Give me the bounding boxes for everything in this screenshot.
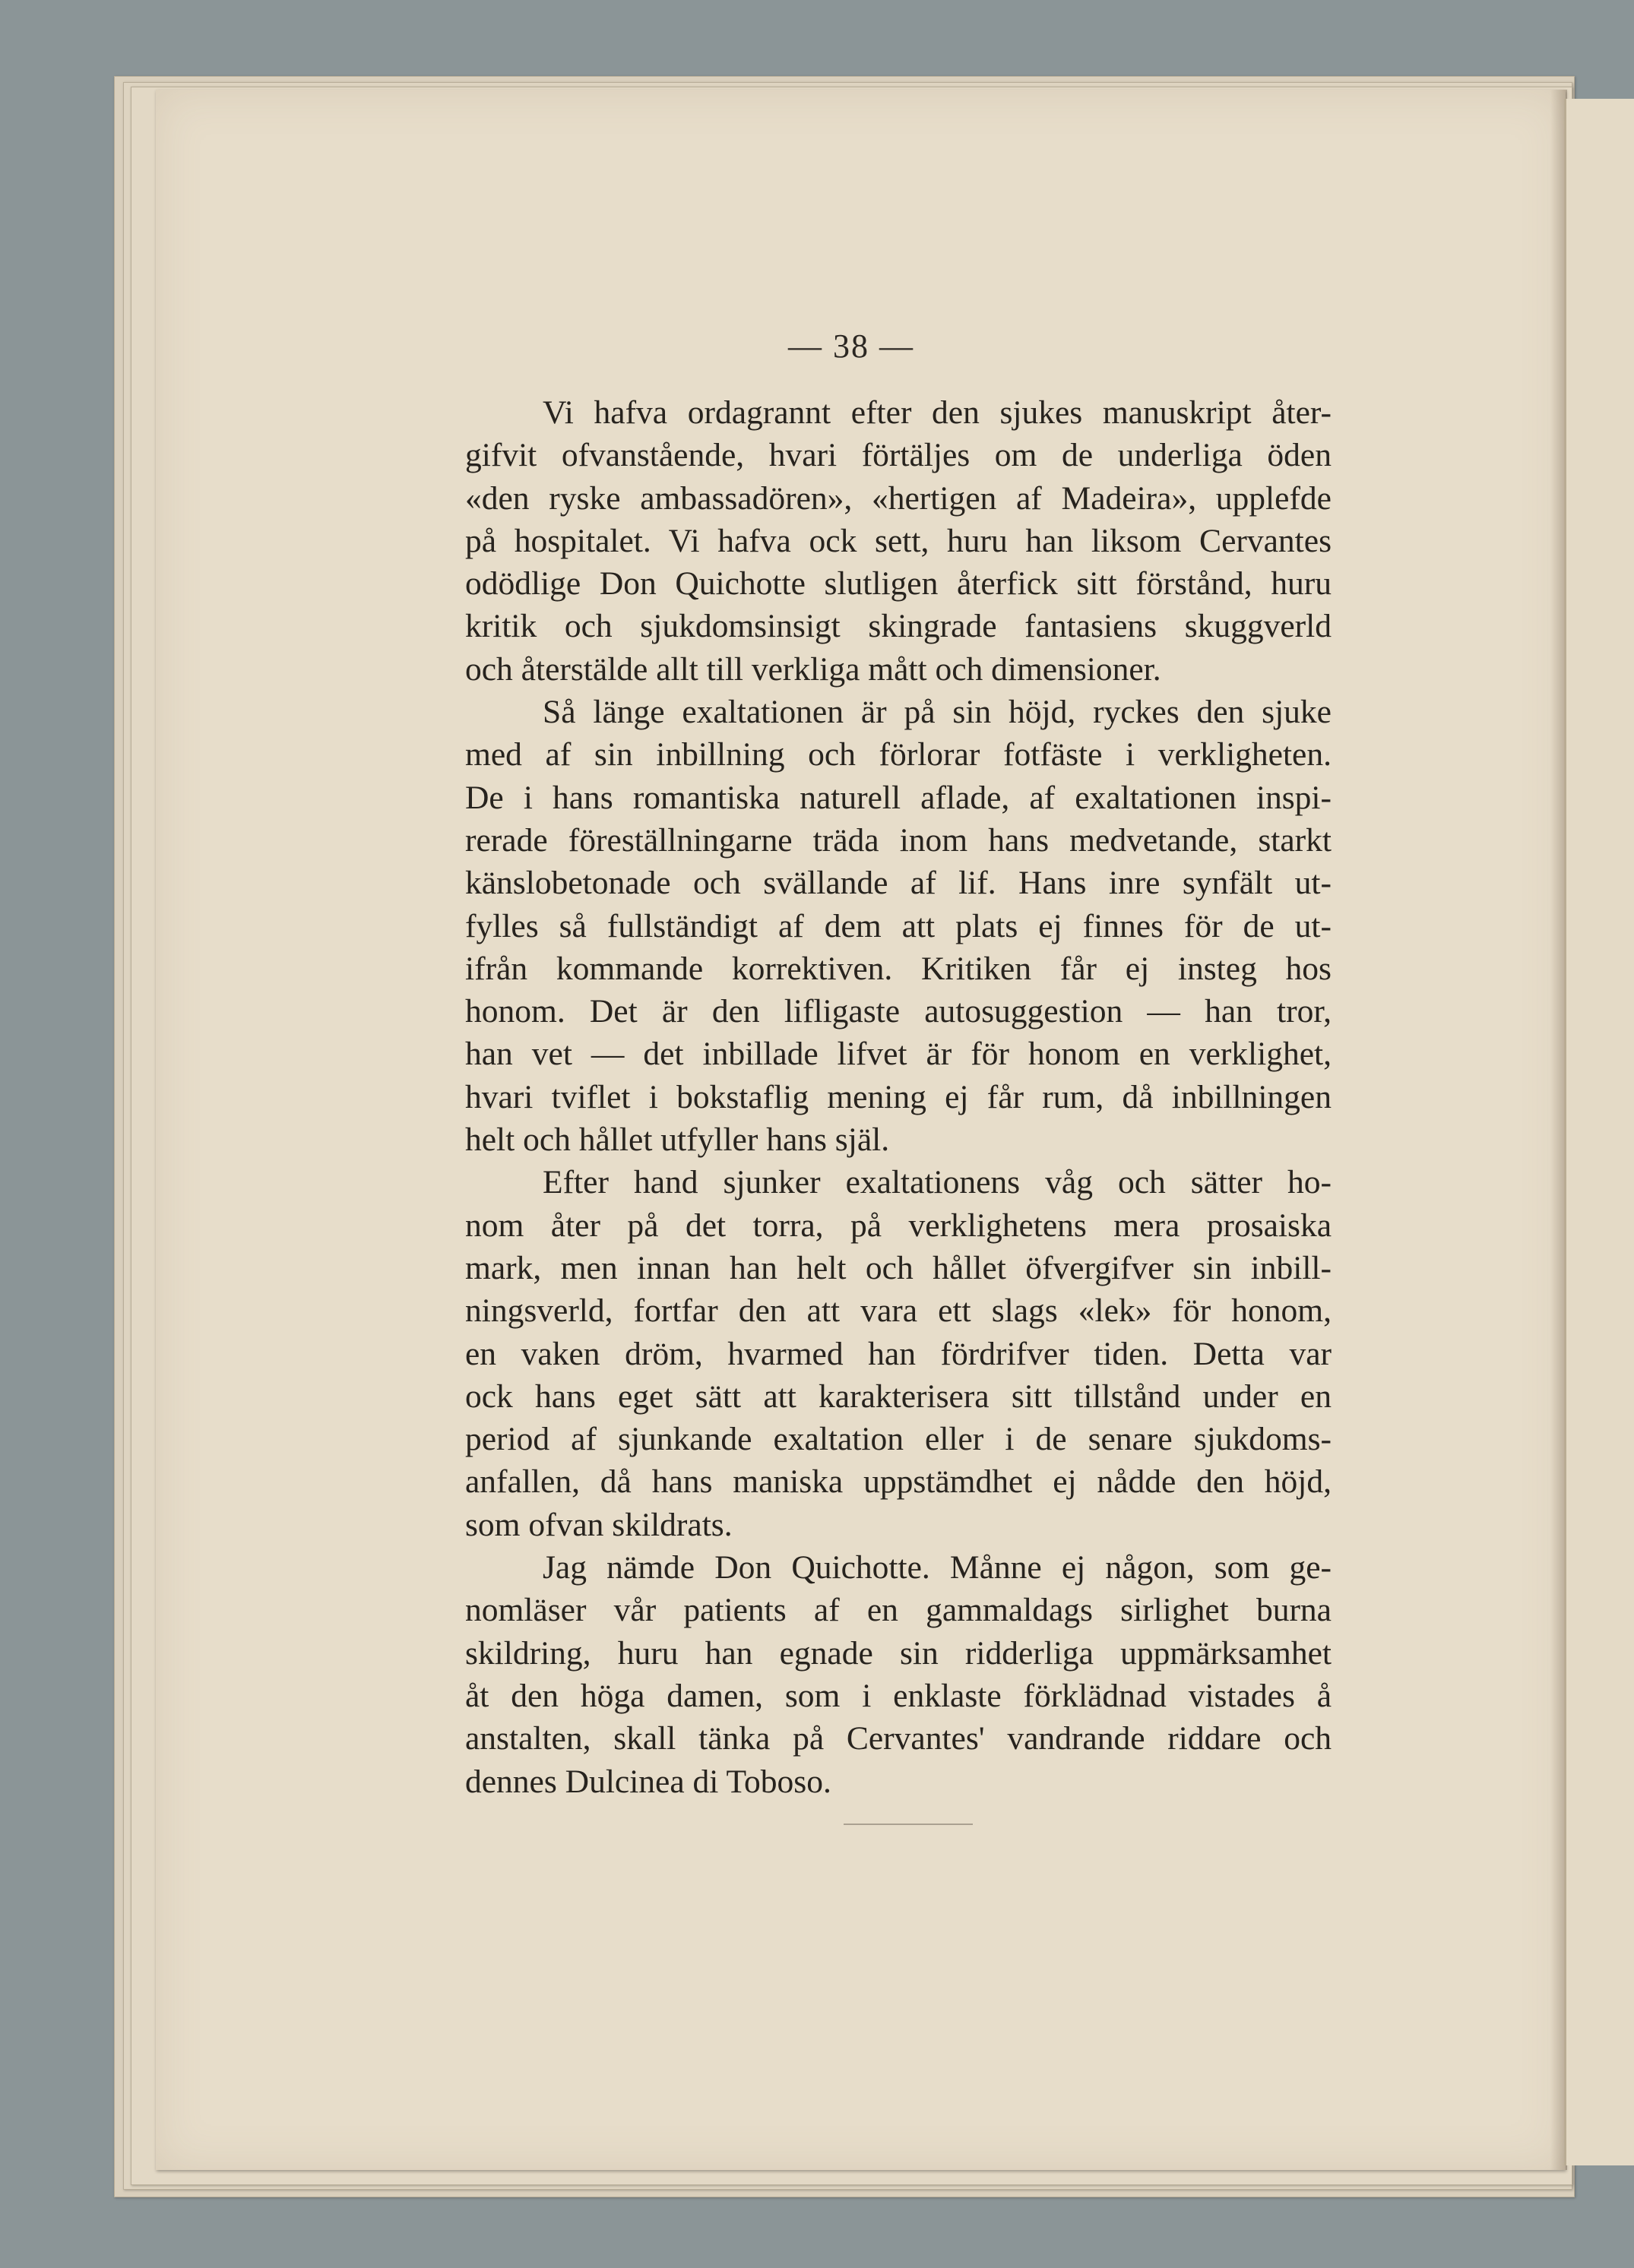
- text-line: en vaken dröm, hvarmed han fördrifver tiden. Detta var: [465, 1335, 1332, 1372]
- text-line: och återstälde allt till verkliga mått och dimensioner.: [465, 650, 1161, 688]
- text-line: helt och hållet utfyller hans själ.: [465, 1121, 890, 1159]
- text-line: Vi hafva ordagrannt efter den sjukes manuskript åter-: [543, 394, 1332, 431]
- text-line: «den ryske ambassadören», «hertigen af Madeira», upplefde: [465, 479, 1332, 517]
- paragraph: [465, 691, 1332, 1161]
- text-line: som ofvan skildrats.: [465, 1506, 733, 1543]
- body-text: [465, 391, 1332, 1803]
- text-line: ningsverld, fortfar den att vara ett slags «lek» för honom,: [465, 1292, 1332, 1330]
- text-line: Efter hand sjunker exaltationens våg och sätter ho-: [543, 1164, 1332, 1201]
- text-line: rerade föreställningarne träda inom hans medvetande, starkt: [465, 821, 1332, 859]
- text-line: dennes Dulcinea di Toboso.: [465, 1763, 831, 1800]
- page-number: — 38 —: [788, 327, 914, 365]
- text-line: Så länge exaltationen är på sin höjd, ryckes den sjuke: [543, 694, 1332, 731]
- text-line: åt den höga damen, som i enklaste förklädnad vistades å: [465, 1677, 1332, 1714]
- text-line: Jag nämde Don Quichotte. Månne ej någon, som ge-: [543, 1549, 1332, 1586]
- text-line: känslobetonade och svällande af lif. Hans inre synfält ut-: [465, 865, 1332, 902]
- text-line: kritik och sjukdomsinsigt skingrade fantasiens skuggverld: [465, 608, 1332, 645]
- text-line: odödlige Don Quichotte slutligen återfick sitt förstånd, huru: [465, 565, 1332, 603]
- text-line: nomläser vår patients af en gammaldags sirlighet burna: [465, 1592, 1332, 1629]
- text-line: han vet — det inbillade lifvet är för honom en verklighet,: [465, 1036, 1332, 1073]
- text-line: ifrån kommande korrektiven. Kritiken får ej insteg hos: [465, 950, 1332, 987]
- text-line: De i hans romantiska naturell aflade, af exaltationen inspi-: [465, 779, 1332, 816]
- text-line: på hospitalet. Vi hafva ock sett, huru han liksom Cervantes: [465, 522, 1332, 559]
- text-line: ock hans eget sätt att karakterisera sitt tillstånd under en: [465, 1378, 1332, 1415]
- text-line: gifvit ofvanstående, hvari förtäljes om de underliga öden: [465, 437, 1332, 474]
- text-line: skildring, huru han egnade sin ridderliga uppmärksamhet: [465, 1634, 1332, 1672]
- text-line: anstalten, skall tänka på Cervantes' vandrande riddare och: [465, 1720, 1332, 1757]
- text-line: mark, men innan han helt och hållet öfvergifver sin inbill-: [465, 1249, 1332, 1286]
- text-line: nom åter på det torra, på verklighetens mera prosaiska: [465, 1207, 1332, 1244]
- end-rule: [844, 1824, 973, 1825]
- paragraph: [465, 1546, 1332, 1803]
- text-line: med af sin inbillning och förlorar fotfäste i verkligheten.: [465, 736, 1332, 773]
- paragraph: [465, 391, 1332, 691]
- paragraph: [465, 1161, 1332, 1546]
- text-line: honom. Det är den lifligaste autosuggestion — han tror,: [465, 993, 1332, 1030]
- text-line: hvari tviflet i bokstaflig mening ej får rum, då inbillningen: [465, 1078, 1332, 1115]
- facing-page-edge: [1564, 99, 1634, 2165]
- text-line: anfallen, då hans maniska uppstämdhet ej nådde den höjd,: [465, 1463, 1332, 1501]
- text-line: period af sjunkande exaltation eller i de senare sjukdoms-: [465, 1421, 1332, 1458]
- text-line: fylles så fullständigt af dem att plats ej finnes för de ut-: [465, 907, 1332, 944]
